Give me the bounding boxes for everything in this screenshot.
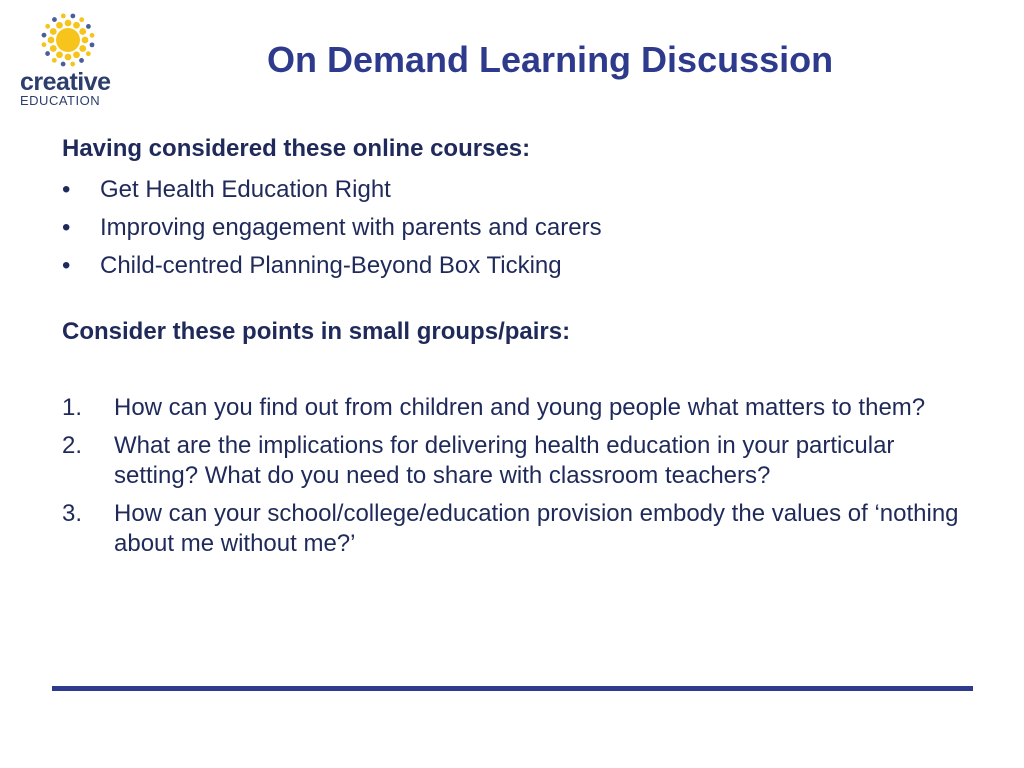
course-item-label: Child-centred Planning-Beyond Box Ticking	[100, 252, 562, 279]
page-title: On Demand Learning Discussion	[267, 39, 834, 80]
logo-wordmark: creative	[20, 68, 111, 96]
bullet-icon: •	[62, 252, 71, 279]
point-text: What are the implications for delivering health education in your particular setting? What do you need to share with classroom teachers?	[114, 432, 895, 489]
logo-subtitle: EDUCATION	[20, 93, 101, 108]
course-item	[62, 209, 602, 247]
discussion-points-list	[62, 393, 962, 567]
bullet-icon: •	[62, 214, 71, 241]
course-list	[62, 171, 602, 285]
footer-divider	[52, 686, 973, 691]
course-item-label: Improving engagement with parents and carers	[100, 214, 602, 241]
course-item	[62, 171, 602, 209]
creative-education-logo	[18, 12, 118, 112]
course-item	[62, 247, 602, 285]
point-text: How can you find out from children and young people what matters to them?	[114, 394, 926, 421]
discussion-point	[62, 393, 962, 423]
points-heading: Consider these points in small groups/pairs:	[62, 318, 571, 345]
discussion-point	[62, 499, 962, 559]
point-number: 2.	[62, 432, 83, 459]
point-number: 3.	[62, 500, 83, 527]
point-number: 1.	[62, 394, 83, 421]
course-item-label: Get Health Education Right	[100, 176, 391, 203]
sun-icon	[40, 12, 96, 68]
discussion-point	[62, 431, 962, 491]
bullet-icon: •	[62, 176, 71, 203]
point-text: How can your school/college/education provision embody the values of ‘nothing about me without me?’	[114, 500, 959, 557]
courses-heading: Having considered these online courses:	[62, 135, 531, 162]
